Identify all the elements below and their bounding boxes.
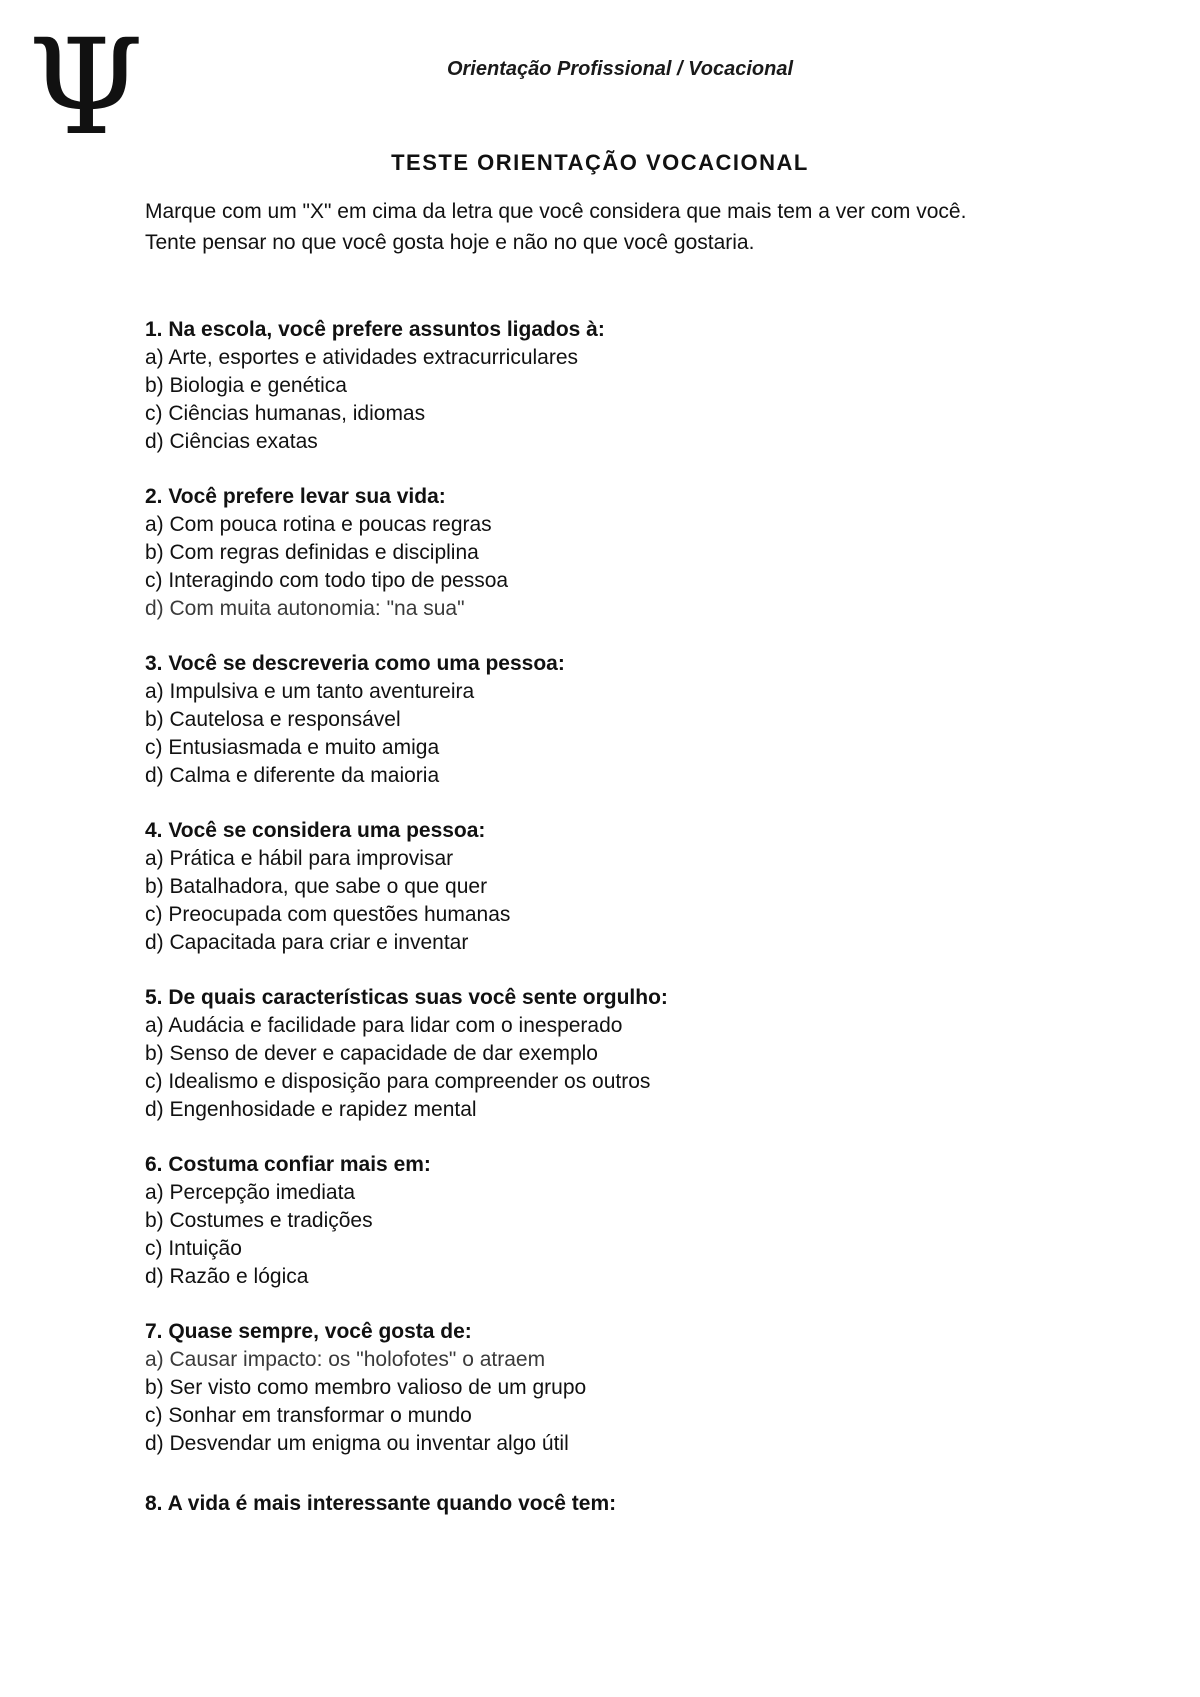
question-heading: 6. Costuma confiar mais em: (145, 1153, 431, 1176)
psi-logo-icon: Ψ (28, 11, 144, 165)
question-heading: 5. De quais características suas você sente orgulho: (145, 986, 668, 1009)
option-d[interactable]: d) Com muita autonomia: "na sua" (145, 597, 465, 620)
document-header: Orientação Profissional / Vocacional (446, 58, 794, 80)
instruction-line: Tente pensar no que você gosta hoje e não no que você gostaria. (145, 231, 755, 254)
option-d[interactable]: d) Ciências exatas (145, 430, 318, 453)
question-7 (145, 1318, 1145, 1458)
option-c[interactable]: c) Idealismo e disposição para compreender os outros (145, 1070, 651, 1093)
option-a[interactable]: a) Impulsiva e um tanto aventureira (145, 680, 475, 703)
option-d[interactable]: d) Engenhosidade e rapidez mental (145, 1098, 477, 1121)
option-d[interactable]: d) Razão e lógica (145, 1265, 309, 1288)
option-a[interactable]: a) Prática e hábil para improvisar (145, 847, 454, 870)
option-b[interactable]: b) Biologia e genética (145, 374, 347, 397)
option-a[interactable]: a) Causar impacto: os "holofotes" o atraem (145, 1348, 546, 1371)
question-heading: 7. Quase sempre, você gosta de: (145, 1320, 472, 1343)
instruction-line: Marque com um "X" em cima da letra que você considera que mais tem a ver com você. (145, 200, 967, 223)
option-c[interactable]: c) Entusiasmada e muito amiga (145, 736, 440, 759)
question-heading: 8. A vida é mais interessante quando você tem: (145, 1492, 617, 1515)
question-3 (145, 650, 1145, 790)
question-6 (145, 1151, 1145, 1291)
option-d[interactable]: d) Capacitada para criar e inventar (145, 931, 469, 954)
option-a[interactable]: a) Arte, esportes e atividades extracurriculares (145, 346, 579, 369)
option-a[interactable]: a) Audácia e facilidade para lidar com o inesperado (145, 1014, 623, 1037)
question-8 (145, 1490, 1145, 1518)
option-d[interactable]: d) Calma e diferente da maioria (145, 764, 440, 787)
option-d[interactable]: d) Desvendar um enigma ou inventar algo útil (145, 1432, 569, 1455)
question-4 (145, 817, 1145, 957)
option-b[interactable]: b) Batalhadora, que sabe o que quer (145, 875, 488, 898)
option-c[interactable]: c) Ciências humanas, idiomas (145, 402, 426, 425)
question-5 (145, 984, 1145, 1124)
question-heading: 1. Na escola, você prefere assuntos ligados à: (145, 318, 605, 341)
question-2 (145, 483, 1145, 623)
page-title: TESTE ORIENTAÇÃO VOCACIONAL (391, 150, 809, 175)
instructions (145, 196, 1145, 258)
document-body (145, 196, 1145, 1545)
question-heading: 4. Você se considera uma pessoa: (145, 819, 486, 842)
option-a[interactable]: a) Percepção imediata (145, 1181, 356, 1204)
question-heading: 2. Você prefere levar sua vida: (145, 485, 446, 508)
option-b[interactable]: b) Costumes e tradições (145, 1209, 373, 1232)
question-list (145, 316, 1145, 1518)
option-b[interactable]: b) Com regras definidas e disciplina (145, 541, 479, 564)
question-1 (145, 316, 1145, 456)
option-b[interactable]: b) Ser visto como membro valioso de um grupo (145, 1376, 587, 1399)
option-b[interactable]: b) Senso de dever e capacidade de dar exemplo (145, 1042, 598, 1065)
option-c[interactable]: c) Intuição (145, 1237, 242, 1260)
option-c[interactable]: c) Interagindo com todo tipo de pessoa (145, 569, 509, 592)
option-a[interactable]: a) Com pouca rotina e poucas regras (145, 513, 492, 536)
option-c[interactable]: c) Sonhar em transformar o mundo (145, 1404, 472, 1427)
option-c[interactable]: c) Preocupada com questões humanas (145, 903, 511, 926)
question-heading: 3. Você se descreveria como uma pessoa: (145, 652, 565, 675)
option-b[interactable]: b) Cautelosa e responsável (145, 708, 401, 731)
